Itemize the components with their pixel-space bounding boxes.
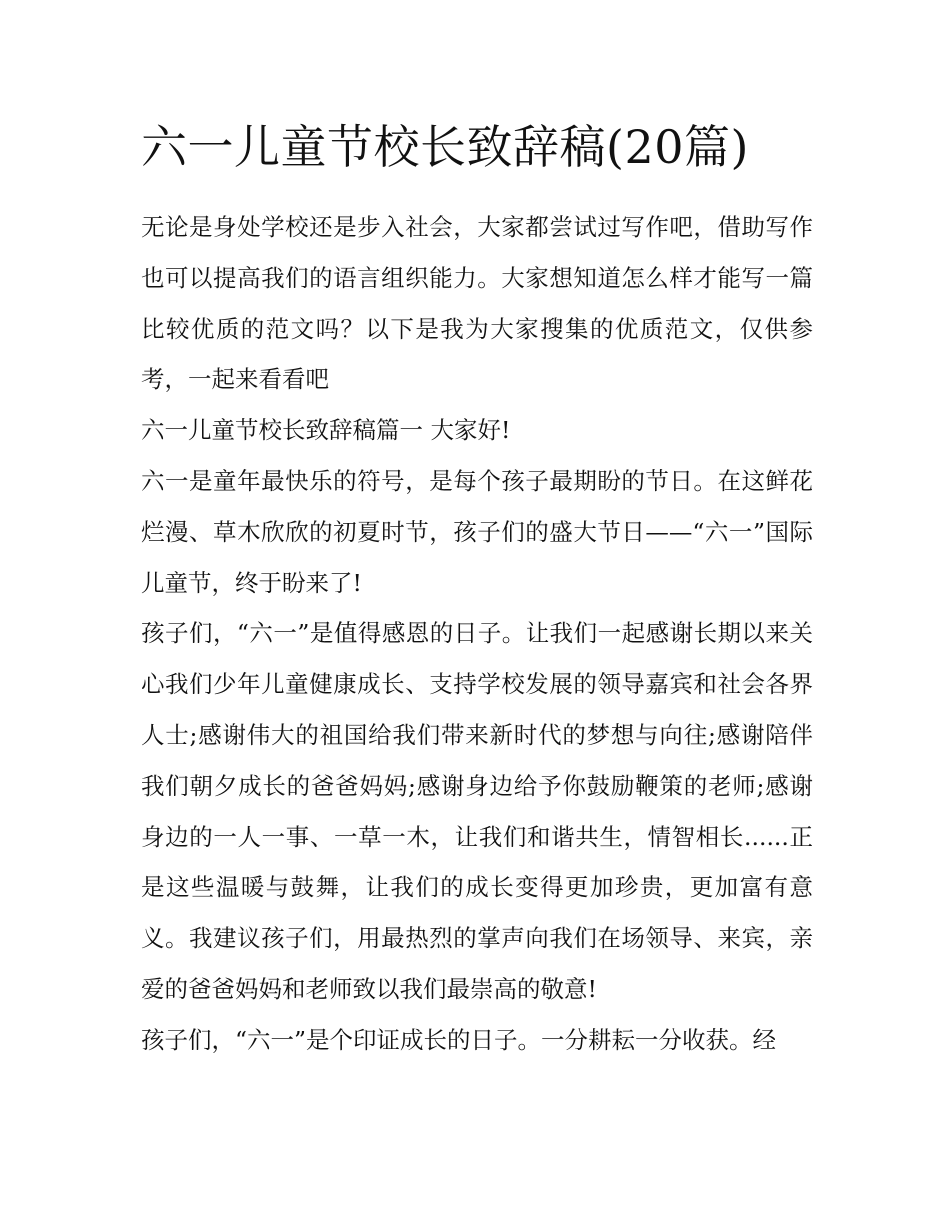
document-page — [141, 112, 813, 1066]
paragraph-childrens-day: 六一是童年最快乐的符号，是每个孩子最期盼的节日。在这鲜花烂漫、草木欣欣的初夏时节，孩子们的盛大节日——“六一”国际儿童节，终于盼来了! — [141, 466, 813, 597]
paragraph-intro: 无论是身处学校还是步入社会，大家都尝试过写作吧，借助写作也可以提高我们的语言组织能力。大家想知道怎么样才能写一篇比较优质的范文吗？以下是我为大家搜集的优质范文，仅供参考，一起来看看吧 — [141, 213, 813, 394]
paragraph-gratitude: 孩子们，“六一”是值得感恩的日子。让我们一起感谢长期以来关心我们少年儿童健康成长、支持学校发展的领导嘉宾和社会各界人士;感谢伟大的祖国给我们带来新时代的梦想与向往;感谢陪伴我们朝夕成长的爸爸妈妈;感谢身边给予你鼓励鞭策的老师;感谢身边的一人一事、一草一木，让我们和谐共生，情智相长......正是这些温暖与鼓舞，让我们的成长变得更加珍贵，更加富有意义。我建议孩子们，用最热烈的掌声向我们在场领导、来宾，亲爱的爸爸妈妈和老师致以我们最崇高的敬意! — [141, 619, 813, 1003]
paragraph-growth: 孩子们，“六一”是个印证成长的日子。一分耕耘一分收获。经 — [141, 1025, 777, 1054]
document-title: 六一儿童节校长致辞稿(20篇) — [141, 120, 749, 174]
paragraph-section-heading: 六一儿童节校长致辞稿篇一 大家好! — [141, 416, 511, 445]
document-body — [141, 202, 813, 1066]
